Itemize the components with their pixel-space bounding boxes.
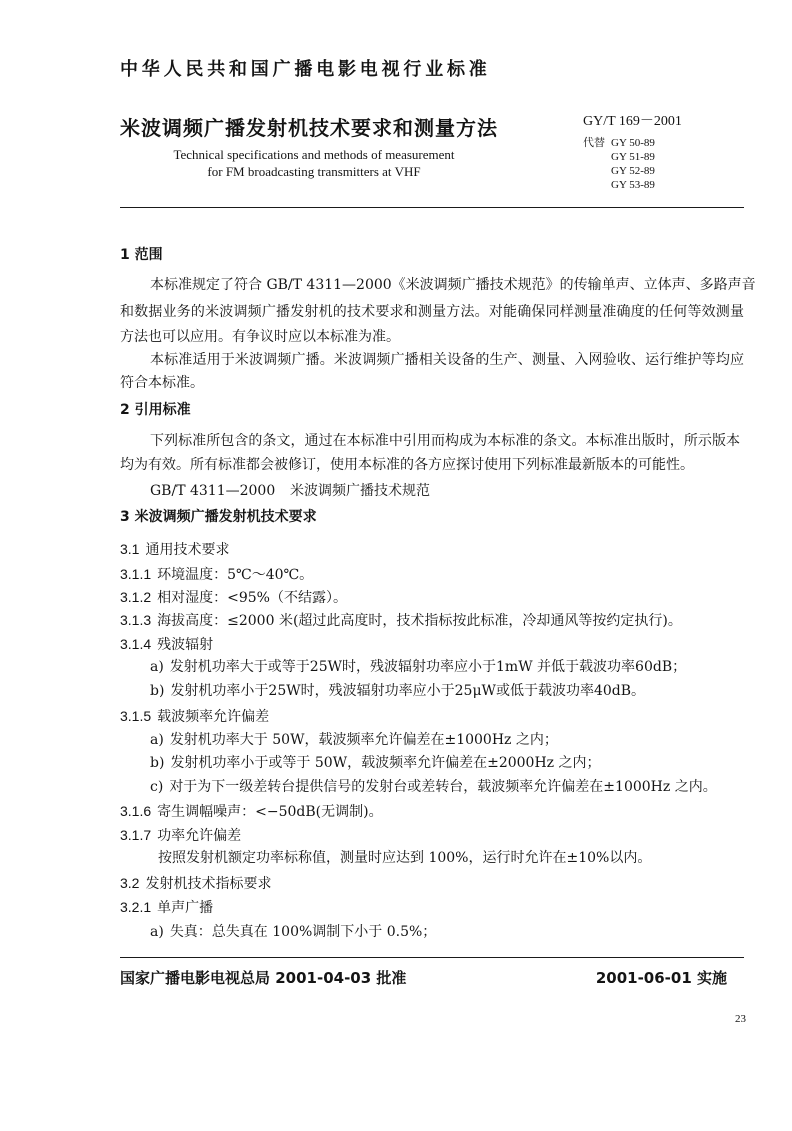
clause-number: 3.1.3: [120, 612, 152, 628]
section-title: 范围: [134, 247, 163, 263]
section-3-heading: [120, 507, 317, 527]
issuing-authority-line: 中华人民共和国广播电影电视行业标准: [120, 59, 491, 80]
list-item-label: a): [150, 732, 164, 748]
list-item: [150, 681, 645, 701]
clause-3-1-7: [120, 825, 241, 846]
replaced-standard: GY 52-89: [611, 165, 655, 177]
clause-number: 3.1.4: [120, 636, 152, 652]
standard-number: GY/T 169－2001: [583, 114, 682, 129]
list-item: [150, 777, 717, 797]
reference-name: 米波调频广播技术规范: [290, 483, 430, 499]
list-item-label: b): [150, 755, 165, 771]
clause-body: 按照发射机额定功率标称值，测量时应达到 100%，运行时允许在±10%以内。: [158, 850, 652, 866]
document-title-en-line-2: for FM broadcasting transmitters at VHF: [207, 164, 421, 179]
clause-number: 3.2: [120, 875, 140, 891]
replaced-standard: GY 50-89: [611, 137, 655, 149]
document-title-en-line-1: Technical specifications and methods of measurement: [173, 147, 455, 162]
paragraph-line: 本标准适用于米波调频广播。米波调频广播相关设备的生产、测量、入网验收、运行维护等均应: [150, 352, 744, 368]
list-item: [150, 753, 601, 773]
clause-number: 3.2.1: [120, 899, 152, 915]
clause-number: 3.1.6: [120, 803, 152, 819]
list-item-label: a): [150, 659, 164, 675]
section-1-heading: [120, 245, 163, 265]
subsection-3-2-heading: [120, 873, 271, 894]
reference-code: GB/T 4311—2000: [150, 483, 276, 499]
list-item: [150, 657, 686, 677]
paragraph-line: 符合本标准。: [120, 375, 204, 391]
list-item-label: a): [150, 924, 164, 940]
clause-number: 3.1.5: [120, 708, 152, 724]
list-item-text: 发射机功率小于25W时，残波辐射功率应小于25μW或低于载波功率40dB。: [170, 683, 646, 699]
section-number: 1: [120, 247, 130, 263]
clause-text: 功率允许偏差: [157, 828, 242, 844]
clause-3-1-4: [120, 634, 213, 655]
clause-title: 发射机技术指标要求: [145, 876, 272, 892]
subsection-3-1-heading: [120, 539, 229, 560]
clause-text: 环境温度：5℃～40℃。: [157, 567, 314, 583]
clause-text: 海拔高度：≤2000 米(超过此高度时，技术指标按此标准，冷却通风等按约定执行)。: [157, 613, 682, 629]
clause-number: 3.1.7: [120, 827, 152, 843]
list-item-text: 失真：总失真在 100%调制下小于 0.5%；: [169, 924, 437, 940]
list-item-text: 发射机功率小于或等于 50W，载波频率允许偏差在±2000Hz 之内；: [170, 755, 601, 771]
clause-text: 残波辐射: [157, 637, 214, 653]
document-title-zh: 米波调频广播发射机技术要求和测量方法: [120, 116, 498, 140]
paragraph-line: 下列标准所包含的条文，通过在本标准中引用而构成为本标准的条文。本标准出版时，所示版本: [150, 433, 740, 449]
list-item-text: 发射机功率大于 50W，载波频率允许偏差在±1000Hz 之内；: [169, 732, 558, 748]
footer-rule: [120, 957, 744, 958]
clause-number: 3.1.1: [120, 566, 152, 582]
clause-text: 寄生调幅噪声：<−50dB(无调制)。: [157, 804, 383, 820]
section-2-heading: [120, 400, 191, 420]
section-title: 引用标准: [134, 402, 191, 418]
section-title: 米波调频广播发射机技术要求: [134, 509, 317, 525]
section-number: 3: [120, 509, 130, 525]
page-number: 23: [735, 1013, 746, 1025]
clause-title: 单声广播: [157, 900, 214, 916]
replaces-label: 代替: [583, 137, 605, 149]
paragraph-line: 和数据业务的米波调频广播发射机的技术要求和测量方法。对能确保同样测量准确度的任何等效测量: [120, 304, 744, 320]
clause-3-1-1: [120, 564, 313, 585]
replaced-standard: GY 53-89: [611, 179, 655, 191]
paragraph-line: 方法也可以应用。有争议时应以本标准为准。: [120, 329, 400, 345]
list-item-label: c): [150, 779, 164, 795]
clause-3-1-6: [120, 801, 383, 822]
effective-date: 2001-06-01 实施: [595, 969, 727, 987]
clause-3-2-1: [120, 897, 213, 918]
clause-title: 通用技术要求: [145, 542, 230, 558]
approval-statement: 国家广播电影电视总局 2001-04-03 批准: [120, 969, 407, 987]
clause-3-1-5: [120, 706, 269, 727]
clause-3-1-3: [120, 610, 682, 631]
list-item-label: b): [150, 683, 165, 699]
replaced-standard: GY 51-89: [611, 151, 655, 163]
header-rule: [120, 207, 744, 208]
clause-text: 相对湿度：<95%（不结露）。: [157, 590, 347, 606]
list-item-text: 对于为下一级差转台提供信号的发射台或差转台，载波频率允许偏差在±1000Hz 之内。: [169, 779, 717, 795]
clause-number: 3.1.2: [120, 589, 152, 605]
list-item-text: 发射机功率大于或等于25W时，残波辐射功率应小于1mW 并低于载波功率60dB；: [169, 659, 687, 675]
paragraph-line: 均为有效。所有标准都会被修订，使用本标准的各方应探讨使用下列标准最新版本的可能性。: [120, 457, 694, 473]
clause-text: 载波频率允许偏差: [157, 709, 270, 725]
clause-number: 3.1: [120, 541, 140, 557]
section-number: 2: [120, 402, 130, 418]
list-item: [150, 922, 436, 942]
clause-3-1-2: [120, 587, 347, 608]
list-item: [150, 730, 558, 750]
paragraph-line: 本标准规定了符合 GB/T 4311—2000《米波调频广播技术规范》的传输单声、立体声、多路声音: [150, 277, 756, 293]
